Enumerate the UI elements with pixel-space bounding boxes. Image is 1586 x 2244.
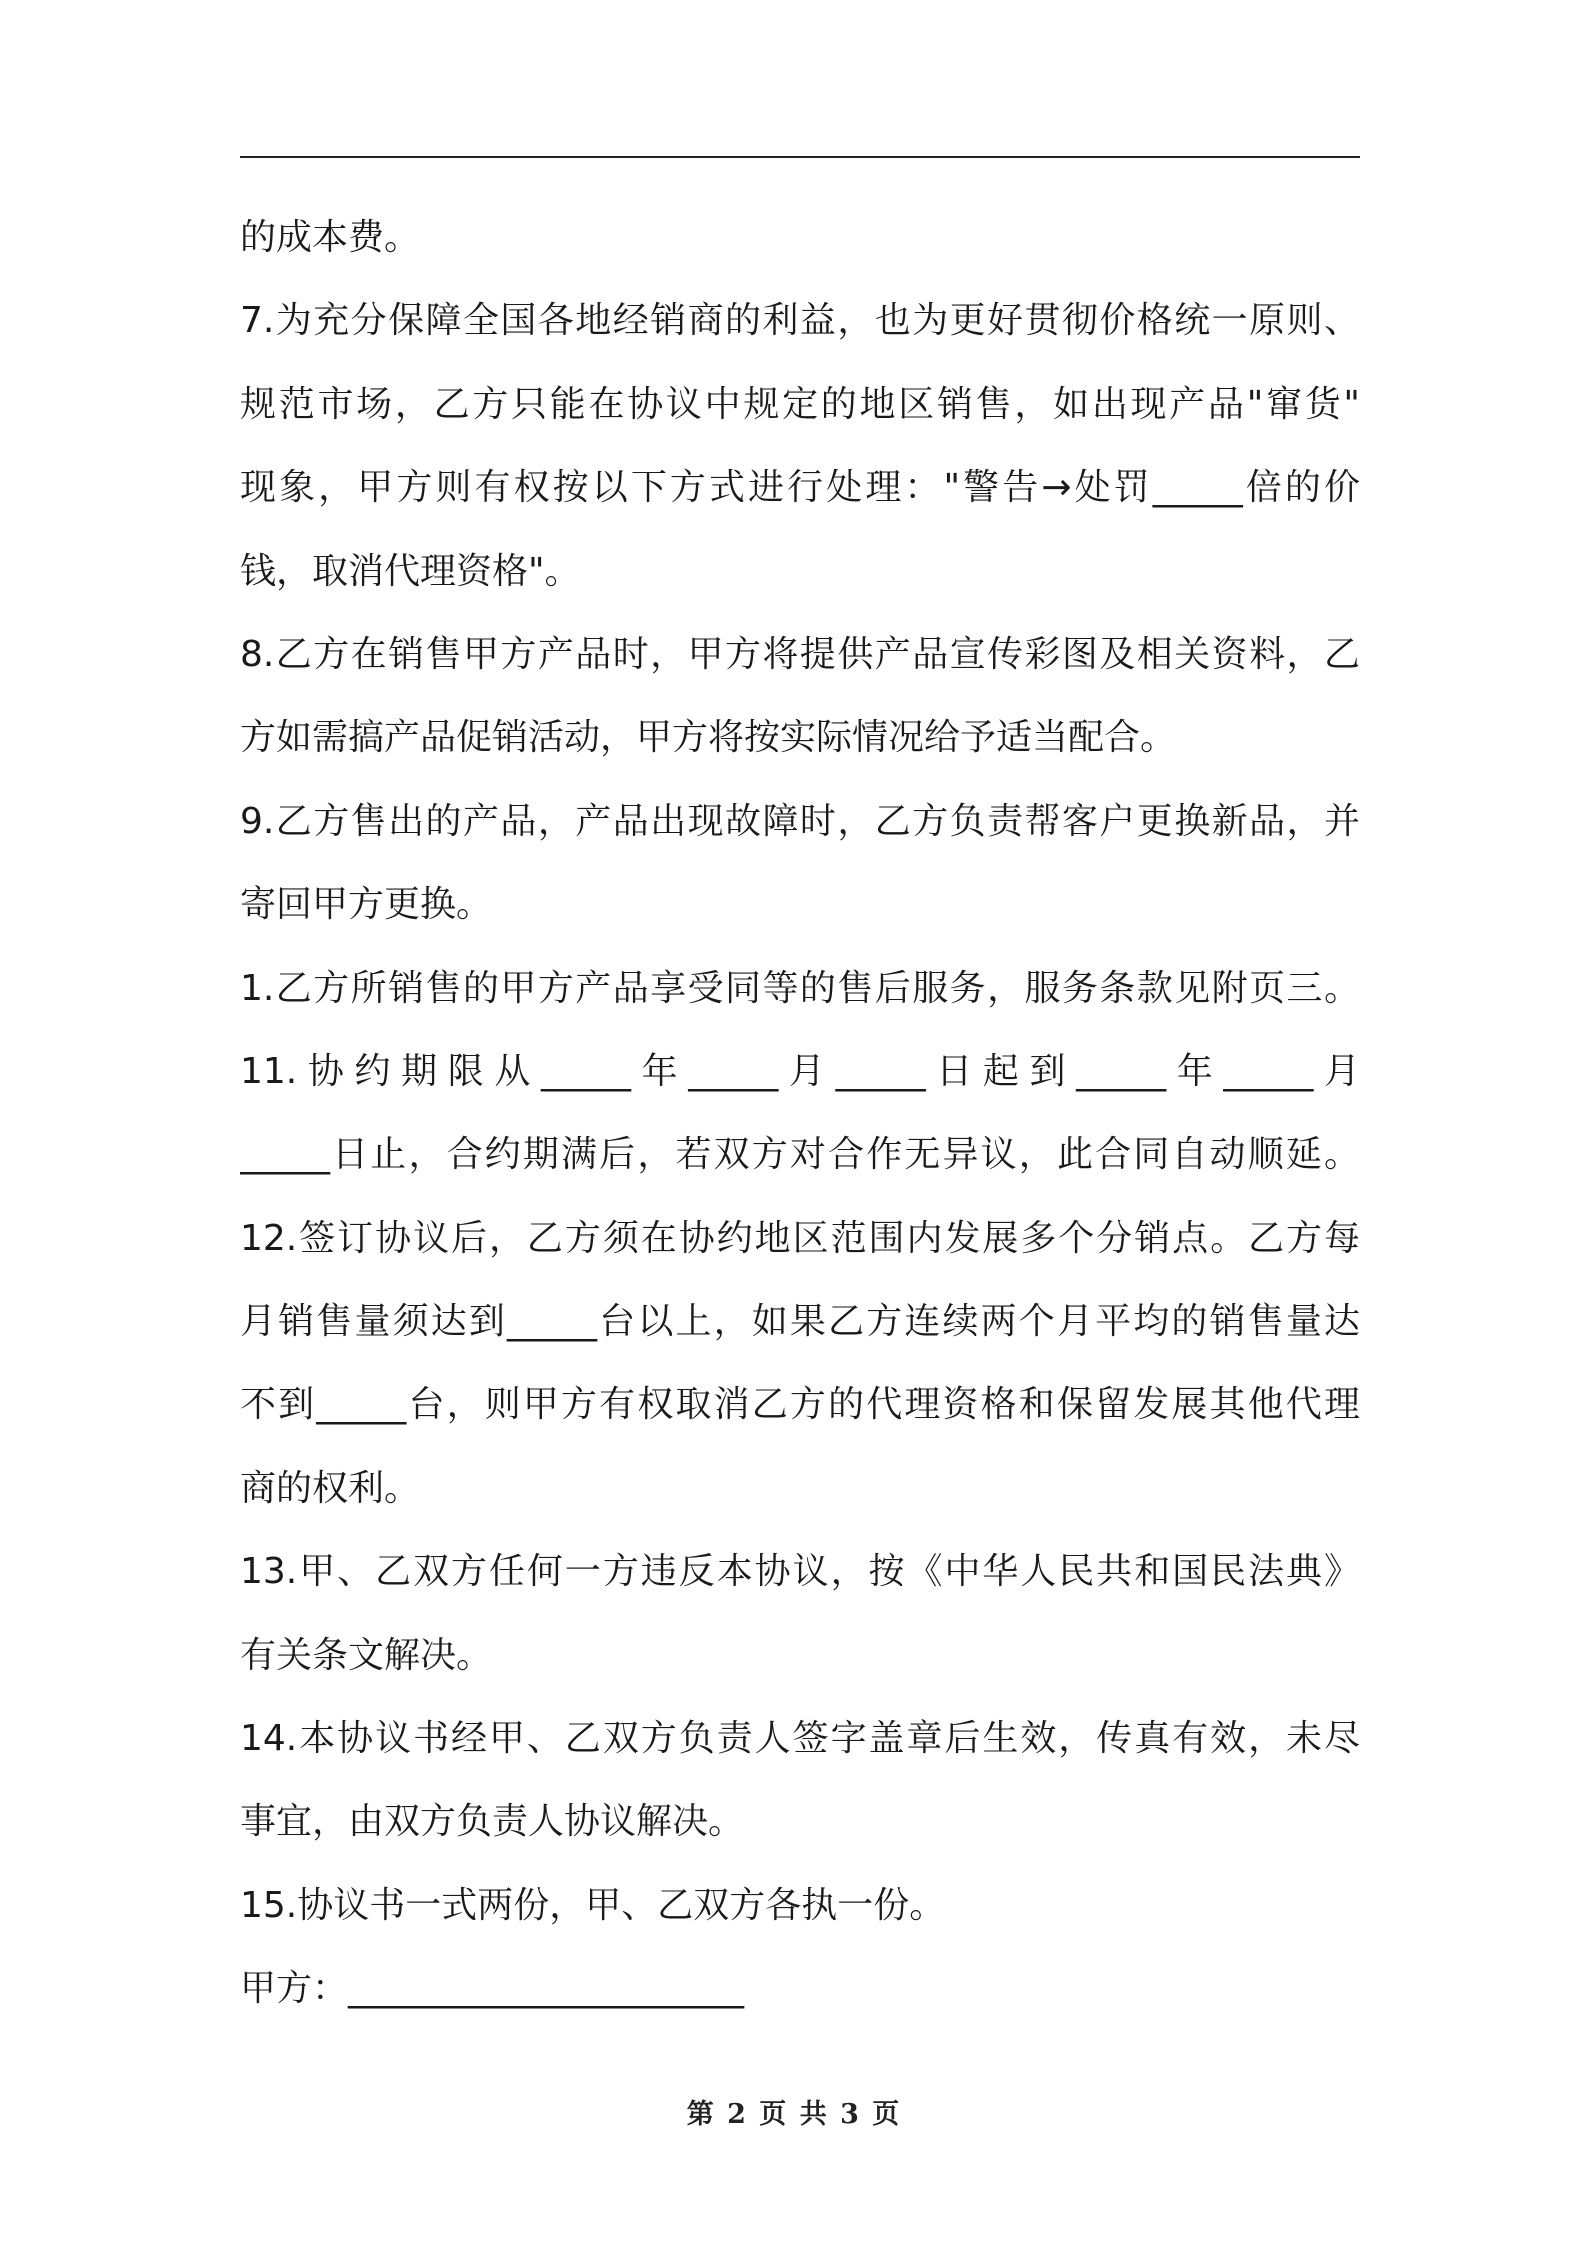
text-line: 7.为充分保障全国各地经销商的利益，也为更好贯彻价格统一原则、 — [240, 300, 1360, 342]
text-line: 1.乙方所销售的甲方产品享受同等的售后服务，服务条款见附页三。 — [240, 967, 1360, 1009]
text-line: 寄回甲方更换。 — [240, 884, 493, 926]
page-number: 第 2 页 共 3 页 — [686, 2099, 900, 2130]
text-line: _____日止，合约期满后，若双方对合作无异议，此合同自动顺延。 — [240, 1134, 1360, 1176]
text-line: 方如需搞产品促销活动，甲方将按实际情况给予适当配合。 — [240, 717, 1177, 759]
text-line: 8.乙方在销售甲方产品时，甲方将提供产品宣传彩图及相关资料，乙 — [240, 633, 1360, 675]
text-line: 商的权利。 — [240, 1467, 421, 1509]
text-line: 有关条文解决。 — [240, 1634, 493, 1676]
signature-line: 甲方：______________________ — [240, 1968, 745, 2010]
text-line: 14.本协议书经甲、乙双方负责人签字盖章后生效，传真有效，未尽 — [240, 1718, 1360, 1760]
text-line: 规范市场，乙方只能在协议中规定的地区销售，如出现产品"窜货" — [240, 383, 1360, 425]
text-line: 事宜，由双方负责人协议解决。 — [240, 1801, 745, 1843]
header-rule — [240, 156, 1360, 158]
text-line: 月销售量须达到_____台以上，如果乙方连续两个月平均的销售量达 — [240, 1301, 1360, 1343]
text-line: 9.乙方售出的产品，产品出现故障时，乙方负责帮客户更换新品，并 — [240, 800, 1360, 842]
text-line: 11.协约期限从_____年_____月_____日起到_____年_____月 — [240, 1050, 1360, 1092]
text-line: 13.甲、乙双方任何一方违反本协议，按《中华人民共和国民法典》 — [240, 1551, 1360, 1593]
text-line: 12.签订协议后，乙方须在协约地区范围内发展多个分销点。乙方每 — [240, 1217, 1360, 1259]
document-body — [240, 196, 1360, 2031]
text-line: 不到_____台，则甲方有权取消乙方的代理资格和保留发展其他代理 — [240, 1384, 1360, 1426]
text-line: 钱，取消代理资格"。 — [240, 550, 581, 592]
text-line: 的成本费。 — [240, 217, 421, 258]
text-line: 现象，甲方则有权按以下方式进行处理："警告→处罚_____倍的价 — [240, 467, 1360, 509]
text-line: 15.协议书一式两份，甲、乙双方各执一份。 — [240, 1884, 946, 1926]
